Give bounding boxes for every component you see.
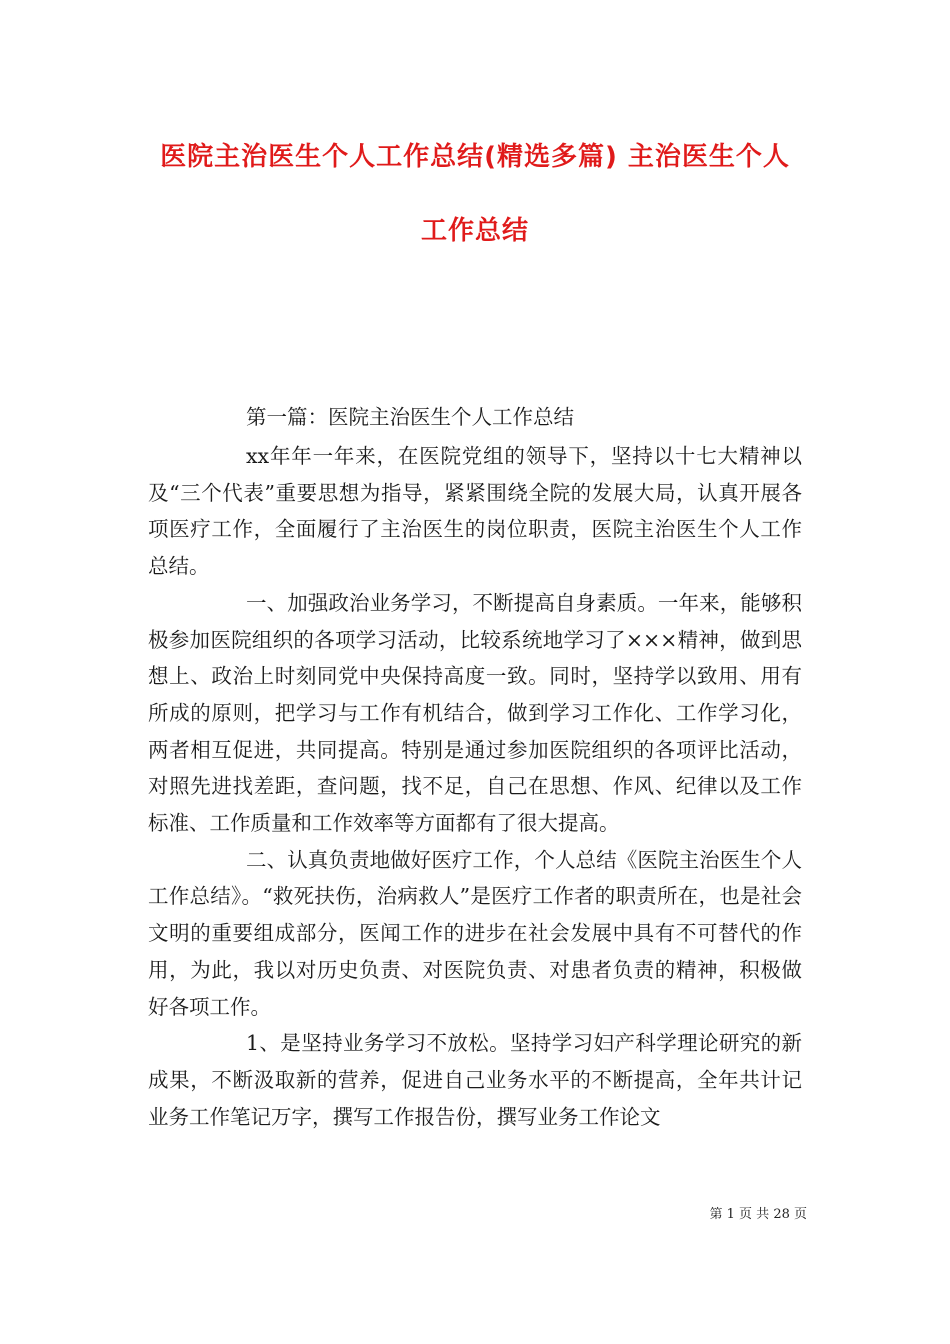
paragraph: 一、加强政治业务学习，不断提高自身素质。一年来，能够积极参加医院组织的各项学习活动，比较系统地学习了×××精神，做到思想上、政治上时刻同党中央保持高度一致。同时，坚持学以致用、用有所成的原则，把学习与工作有机结合，做到学习工作化、工作学习化，两者相互促进，共同提高。特别是通过参加医院组织的各项评比活动，对照先进找差距，查问题，找不足，自己在思想、作风、纪律以及工作标准、工作质量和工作效率等方面都有了很大提高。 (148, 590, 802, 836)
section-heading: 第一篇：医院主治医生个人工作总结 (246, 405, 574, 429)
document-title-line-1: 医院主治医生个人工作总结(精选多篇) 主治医生个人 (160, 142, 790, 172)
paragraph: xx年年一年来，在医院党组的领导下，坚持以十七大精神以及“三个代表”重要思想为指导，紧紧围绕全院的发展大局，认真开展各项医疗工作，全面履行了主治医生的岗位职责，医院主治医生个人工作总结。 (148, 444, 802, 579)
paragraph: 1、是坚持业务学习不放松。坚持学习妇产科学理论研究的新成果，不断汲取新的营养，促进自己业务水平的不断提高，全年共计记业务工作笔记万字，撰写工作报告份，撰写业务工作论文 (148, 1031, 802, 1129)
paragraph: 二、认真负责地做好医疗工作，个人总结《医院主治医生个人工作总结》。“救死扶伤，治病救人”是医疗工作者的职责所在，也是社会文明的重要组成部分，医闻工作的进步在社会发展中具有不可替代的作用，为此，我以对历史负责、对医院负责、对患者负责的精神，积极做好各项工作。 (148, 847, 802, 1019)
page-number-footer: 第 1 页 共 28 页 (709, 1207, 807, 1222)
document-title-line-2: 工作总结 (420, 216, 529, 246)
document-body (148, 438, 802, 1135)
